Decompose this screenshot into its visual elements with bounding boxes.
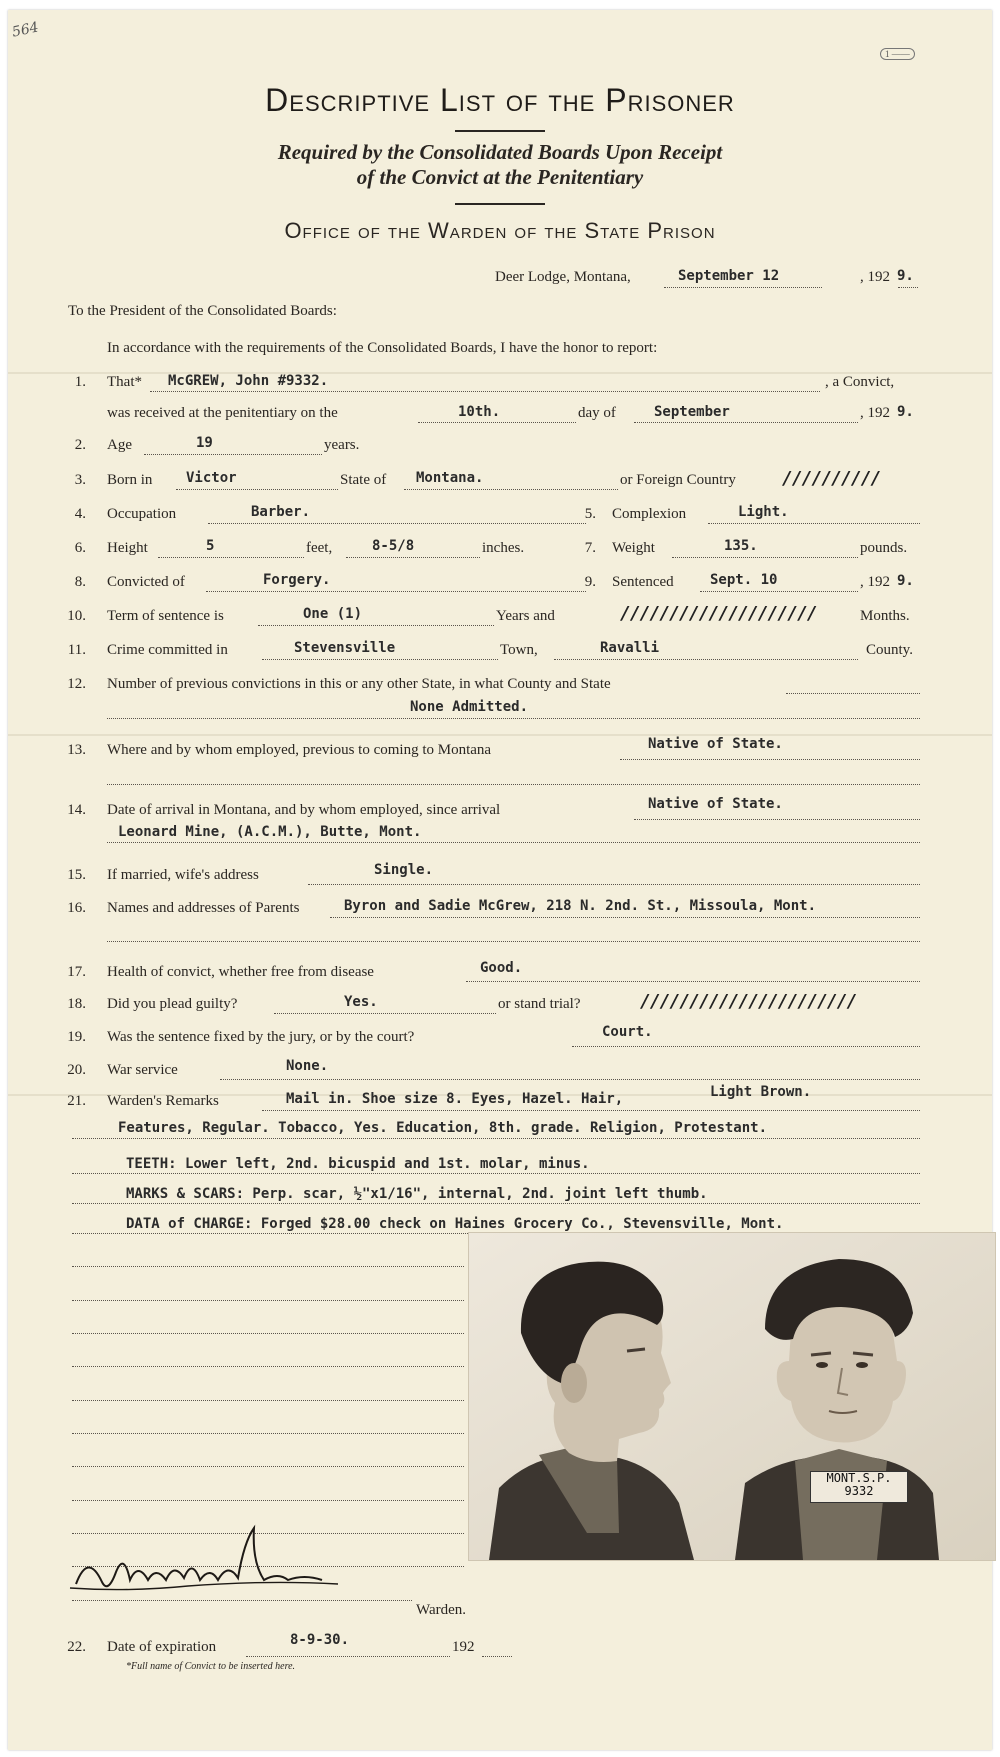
item-5-number: 5. — [584, 506, 596, 522]
item-10-number: 10. — [67, 608, 86, 624]
salutation: To the President of the Consolidated Boards: — [68, 303, 337, 319]
item-19-number: 19. — [67, 1029, 86, 1045]
received-month-value: September — [654, 404, 730, 420]
arrival-employer-value: Leonard Mine, (A.C.M.), Butte, Mont. — [118, 824, 422, 840]
feet-label: feet, — [306, 540, 333, 556]
sentenced-date-value: Sept. 10 — [710, 572, 778, 588]
placard-line-2: 9332 — [844, 1484, 874, 1498]
inches-label: inches. — [482, 540, 525, 556]
item-4-number: 4. — [74, 506, 86, 522]
sentence-fixed-value: Court. — [602, 1024, 653, 1040]
complexion-value: Light. — [738, 504, 789, 520]
remarks-teeth: TEETH: Lower left, 2nd. bicuspid and 1st. molar, minus. — [126, 1156, 590, 1172]
health-value: Good. — [480, 960, 523, 976]
years-and-label: Years and — [496, 608, 555, 624]
born-town-value: Victor — [186, 470, 237, 486]
mugshot-photo — [468, 1232, 996, 1561]
expiration-label: Date of expiration — [107, 1639, 217, 1655]
item-1-number: 1. — [74, 374, 86, 390]
title-rule — [455, 130, 545, 132]
item-20-number: 20. — [67, 1062, 86, 1078]
office-heading: Office of the Warden of the State Prison — [284, 218, 716, 243]
height-label: Height — [107, 540, 148, 556]
prior-employment-label: Where and by whom employed, previous to coming to Montana — [107, 742, 492, 758]
term-label: Term of sentence is — [107, 608, 224, 624]
convicted-of-label: Convicted of — [107, 574, 185, 590]
item-17-number: 17. — [67, 964, 86, 980]
foreign-country-struck: ////////// — [782, 468, 881, 489]
dateline-place: Deer Lodge, Montana, — [495, 269, 631, 285]
age-value: 19 — [196, 435, 213, 451]
item-8-number: 8. — [74, 574, 86, 590]
item-21-number: 21. — [67, 1093, 86, 1109]
county-label: County. — [866, 642, 913, 658]
parents-value: Byron and Sadie McGrew, 218 N. 2nd. St., Missoula, Mont. — [344, 898, 817, 914]
item-1-suffix: , a Convict, — [825, 374, 895, 390]
dateline-year-prefix: , 192 — [860, 269, 890, 285]
received-day-value: 10th. — [458, 404, 501, 420]
item-1-year-prefix: , 192 — [860, 405, 890, 421]
height-feet-value: 5 — [206, 538, 215, 554]
remarks-line-1: Mail in. Shoe size 8. Eyes, Hazel. Hair, — [286, 1091, 624, 1107]
signature-scrawl — [68, 1522, 368, 1602]
weight-label: Weight — [612, 540, 655, 556]
expiration-value: 8-9-30. — [290, 1632, 350, 1648]
town-label: Town, — [500, 642, 538, 658]
stand-trial-label: or stand trial? — [498, 996, 581, 1012]
previous-convictions-label: Number of previous convictions in this or any other State, in what County and State — [107, 676, 611, 692]
prior-employment-value: Native of State. — [648, 736, 783, 752]
corner-handwritten-note: 564 — [10, 19, 41, 41]
sentence-fixed-label: Was the sentence fixed by the jury, or by the court? — [107, 1029, 415, 1045]
health-label: Health of convict, whether free from disease — [107, 964, 374, 980]
term-years-value: One (1) — [303, 606, 363, 622]
item-15-number: 15. — [67, 867, 86, 883]
stand-trial-struck: ////////////////////// — [640, 991, 857, 1012]
warden-signature — [68, 1522, 368, 1607]
item-14-number: 14. — [67, 802, 86, 818]
remarks-data-of-charge: DATA of CHARGE: Forged $28.00 check on Haines Grocery Co., Stevensville, Mont. — [126, 1216, 784, 1232]
dateline-year: 9. — [897, 268, 914, 284]
item-9-number: 9. — [584, 574, 596, 590]
placard-line-1: MONT.S.P. — [826, 1471, 892, 1485]
previous-convictions-value: None Admitted. — [410, 699, 529, 715]
remarks-marks-scars: MARKS & SCARS: Perp. scar, ½"x1/16", internal, 2nd. joint left thumb. — [126, 1186, 708, 1202]
item-13-number: 13. — [67, 742, 86, 758]
item-7-number: 7. — [584, 540, 596, 556]
item-6-number: 6. — [74, 540, 86, 556]
warden-role-label: Warden. — [416, 1602, 467, 1618]
crime-county-value: Ravalli — [600, 640, 660, 656]
age-label: Age — [107, 437, 132, 453]
footnote: *Full name of Convict to be inserted here. — [126, 1661, 296, 1672]
remarks-line-2: Features, Regular. Tobacco, Yes. Education, 8th. grade. Religion, Protestant. — [118, 1120, 768, 1136]
item-18-number: 18. — [67, 996, 86, 1012]
prisoner-form-sheet — [8, 10, 992, 1750]
form-subtitle — [8, 140, 992, 190]
sentenced-label: Sentenced — [612, 574, 674, 590]
born-label: Born in — [107, 472, 153, 488]
parents-label: Names and addresses of Parents — [107, 900, 300, 916]
war-service-value: None. — [286, 1058, 329, 1074]
item-12-number: 12. — [67, 676, 86, 692]
item-1-dayof-label: day of — [578, 405, 616, 421]
complexion-label: Complexion — [612, 506, 687, 522]
subtitle-rule — [455, 203, 545, 205]
mugshot-image — [469, 1233, 995, 1560]
age-suffix: years. — [324, 437, 360, 453]
height-inches-value: 8-5/8 — [372, 538, 415, 554]
weight-value: 135. — [724, 538, 758, 554]
sentenced-year-value: 9. — [897, 573, 914, 589]
state-of-label: State of — [340, 472, 387, 488]
occupation-value: Barber. — [251, 504, 311, 520]
born-state-value: Montana. — [416, 470, 484, 486]
plead-guilty-label: Did you plead guilty? — [107, 996, 238, 1012]
wife-address-label: If married, wife's address — [107, 867, 259, 883]
convicted-of-value: Forgery. — [263, 572, 331, 588]
received-year-value: 9. — [897, 404, 914, 420]
printer-mark: 1 —— — [880, 48, 915, 60]
item-11-number: 11. — [67, 642, 86, 658]
convict-name-value: McGREW, John #9332. — [168, 373, 329, 389]
subtitle-line-2: of the Convict at the Penitentiary — [356, 165, 644, 189]
remarks-hair-value: Light Brown. — [710, 1084, 812, 1100]
plead-guilty-value: Yes. — [344, 994, 378, 1010]
item-1-received-label: was received at the penitentiary on the — [107, 405, 338, 421]
crime-town-value: Stevensville — [294, 640, 396, 656]
months-label: Months. — [860, 608, 910, 624]
war-service-label: War service — [107, 1062, 178, 1078]
crime-committed-label: Crime committed in — [107, 642, 228, 658]
arrival-employment-value: Native of State. — [648, 796, 783, 812]
wife-address-value: Single. — [374, 862, 434, 878]
warden-remarks-label: Warden's Remarks — [107, 1093, 219, 1109]
item-22-number: 22. — [67, 1639, 86, 1655]
expiration-year-label: 192 — [452, 1639, 475, 1655]
intro-text: In accordance with the requirements of the Consolidated Boards, I have the honor to report: — [107, 340, 658, 356]
arrival-employment-label: Date of arrival in Montana, and by whom employed, since arrival — [107, 802, 501, 818]
form-title: Descriptive List of the Prisoner — [265, 82, 735, 118]
subtitle-line-1: Required by the Consolidated Boards Upon Receipt — [277, 140, 723, 164]
foreign-country-label: or Foreign Country — [620, 472, 736, 488]
term-months-struck: //////////////////// — [620, 603, 817, 624]
pounds-label: pounds. — [860, 540, 908, 556]
item-3-number: 3. — [74, 472, 86, 488]
occupation-label: Occupation — [107, 506, 177, 522]
item-2-number: 2. — [74, 437, 86, 453]
item-1-label: That* — [107, 374, 142, 390]
item-16-number: 16. — [67, 900, 86, 916]
prisoner-id-placard — [810, 1471, 908, 1503]
dateline-date: September 12 — [678, 268, 780, 284]
sentenced-year-prefix: , 192 — [860, 574, 890, 590]
